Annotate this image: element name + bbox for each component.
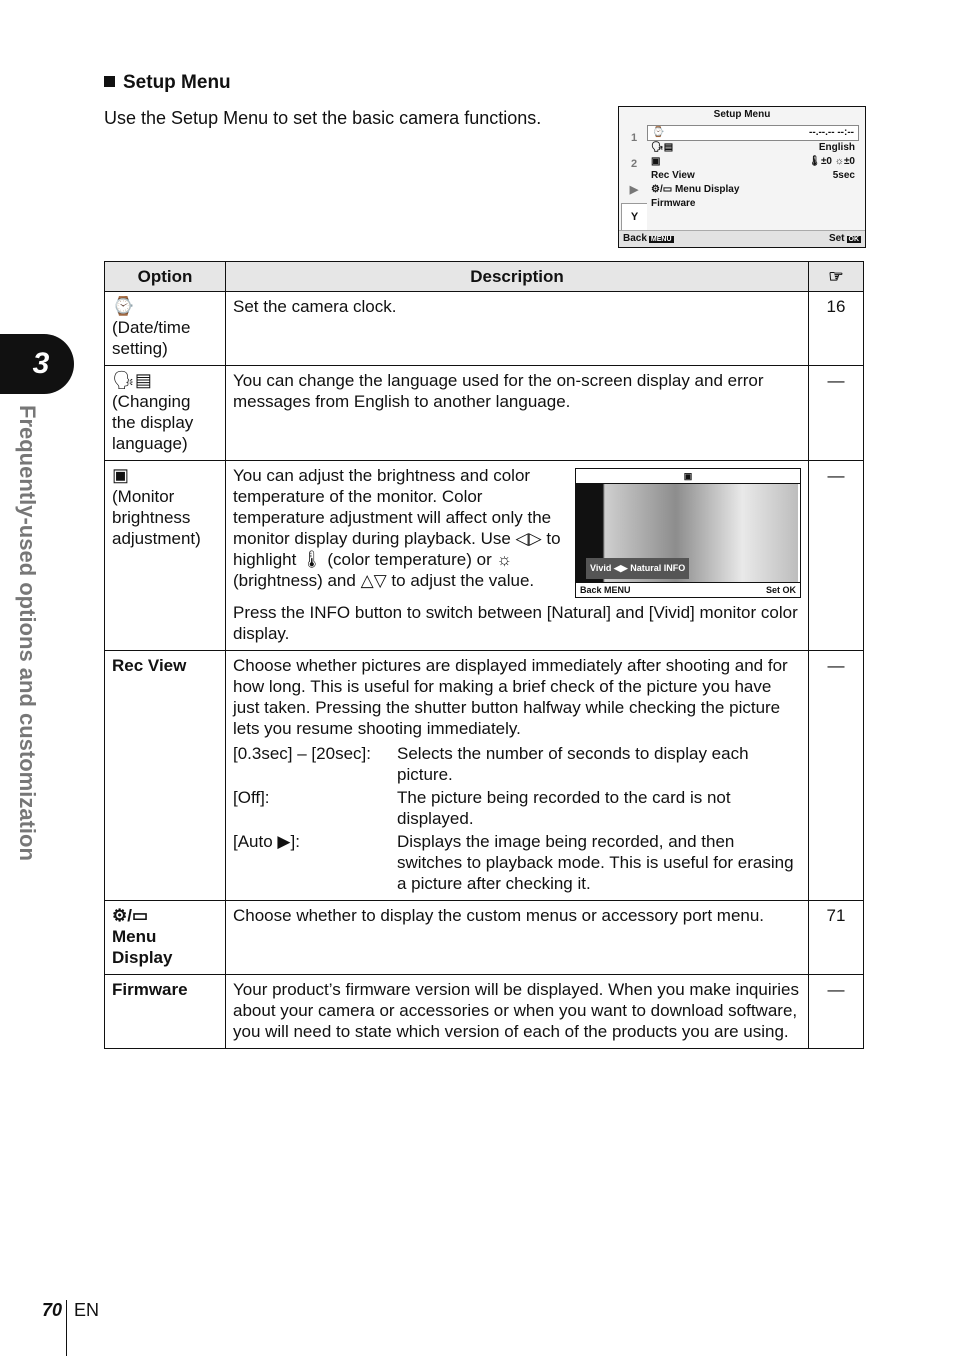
options-table — [104, 261, 864, 1049]
screen-row-recview: Rec View 5sec — [651, 170, 855, 181]
section-title: Setup Menu — [104, 72, 231, 94]
clock-icon: ⌚ — [112, 296, 135, 316]
screen-row-firmware: Firmware — [651, 198, 696, 209]
table-row: Firmware Your product’s firmware version will be displayed. When you make inquiries about your camera or accessories or when you want to download software, you will need to state which version of each of the products you are using. — — [105, 975, 864, 1049]
playback-menu-icon: ▶ — [629, 184, 639, 196]
setup-menu-screen — [618, 106, 866, 248]
screen-rows — [647, 125, 859, 211]
menu-display-icon: ⚙/▭ — [112, 906, 149, 925]
screen-row-language: 🗣▤ English — [651, 142, 855, 153]
chapter-title: Frequently-used options and customization — [15, 405, 40, 861]
setup-menu-icon: Y — [621, 203, 647, 231]
table-row: Rec View Choose whether pictures are displayed immediately after shooting and for how long. This is useful for making a brief check of the picture you have just taken. Pressing the shutter button halfway while checking the picture lets you resume shooting immediately. [0.3sec] – [20sec]: Selects the number of seconds to display each picture. [Off]: The picture being recorded to the card is not displayed. [Auto ▶]: Displays the image being recorded, and then switches to playback mode. This is useful for erasing a picture after checking it. — — [105, 651, 864, 901]
monitor-preview: ▣ Vivid ◀▶ Natural INFO Back MENU Set OK — [575, 468, 801, 598]
table-row: 🗣▤ (Changing the display language) You can change the language used for the on-screen display and error messages from English to another language. — — [105, 366, 864, 461]
header-option: Option — [105, 262, 226, 292]
language-icon: 🗣▤ — [112, 370, 152, 390]
header-description: Description — [226, 262, 809, 292]
screen-title: Setup Menu — [713, 109, 771, 120]
reference-icon: ☞ — [809, 262, 864, 292]
table-row: ▣ (Monitor brightness adjustment) ▣ Vivid ◀▶ Natural INFO Back MENU Set OK You can adjust the brightness and color temperature of the monitor. Color temperature adjustment will affect only the monitor display during playback. Use ◁▷ to highlight 🌡 (color temperature) or ☼ (brightness) and △▽ to adjust the value. Press the INFO button to switch between [Natural] and [Vivid] monitor color display. — — [105, 461, 864, 651]
recview-options: [0.3sec] – [20sec]: Selects the number of seconds to display each picture. [Off]: The picture being recorded to the card is not displayed. [Auto ▶]: Displays the image being recorded, and then switches to playback mode. This is useful for erasing a picture after checking it. — [233, 744, 794, 893]
table-row: ⌚ (Date/time setting) Set the camera clock. 16 — [105, 292, 864, 366]
screen-row-menudisplay: ⚙/▭ Menu Display — [651, 184, 740, 195]
screen-row-datetime: ⌚ --.--.-- --:-- — [647, 125, 859, 141]
page-number: 70 — [42, 1300, 63, 1320]
shoot-menu-1-icon: 1 — [630, 132, 638, 144]
screen-tabs — [621, 125, 647, 231]
intro-text: Use the Setup Menu to set the basic camera functions. — [104, 108, 542, 128]
screen-footer: Back MENU Set OK — [619, 230, 865, 247]
page-language: EN — [74, 1300, 100, 1320]
table-row: ⚙/▭ Menu Display Choose whether to display the custom menus or accessory port menu. 71 — [105, 901, 864, 975]
footer-divider — [66, 1300, 67, 1356]
monitor-icon: ▣ — [112, 465, 130, 485]
chapter-number: 3 — [8, 334, 74, 394]
screen-row-monitor: ▣ 🌡±0 ☼±0 — [651, 156, 855, 167]
shoot-menu-2-icon: 2 — [630, 158, 638, 170]
table-header-row — [105, 262, 864, 292]
